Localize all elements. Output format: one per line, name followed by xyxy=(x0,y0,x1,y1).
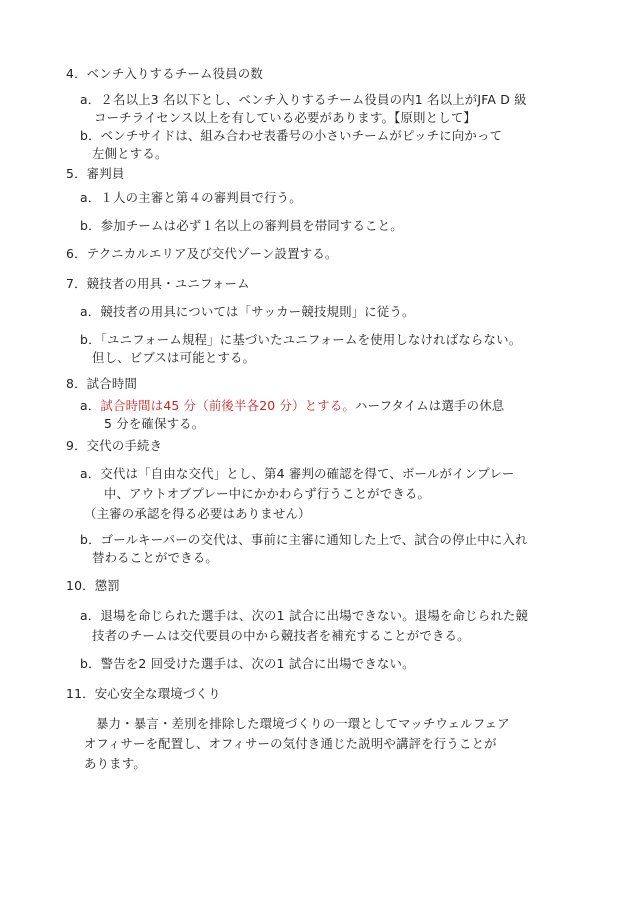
section-9-item-a-line-2: 中、アウトオブプレー中にかかわらず行うことができる。 xyxy=(104,486,431,501)
section-4-item-b-line-1: b．ベンチサイドは、組み合わせ表番号の小さいチームがピッチに向かって xyxy=(80,128,503,143)
section-4-item-a-line-2: コーチライセンス以上を有している必要があります。【原則として】 xyxy=(94,110,477,125)
section-10-heading: 10．懲罰 xyxy=(66,578,120,593)
section-7-item-b-line-1: b．「ユニフォーム規程」に基づいたユニフォームを使用しなければならない。 xyxy=(80,332,522,347)
section-11-heading: 11．安心安全な環境づくり xyxy=(66,686,221,701)
section-5-item-b: b．参加チームは必ず１名以上の審判員を帯同すること。 xyxy=(80,218,403,233)
section-7-heading: 7．競技者の用具・ユニフォーム xyxy=(66,276,250,291)
section-9-item-b-line-2: 替わることができる。 xyxy=(92,550,218,565)
section-6-heading: 6．テクニカルエリア及び交代ゾーン設置する。 xyxy=(66,246,338,261)
section-10-item-a-line-1: a．退場を命じられた選手は、次の1 試合に出場できない。退場を命じられた競 xyxy=(80,608,529,623)
section-4-item-a-line-1: a．２名以上3 名以下とし、ベンチ入りするチーム役員の内1 名以上がJFA D 級 xyxy=(80,92,527,107)
section-10-item-a-line-2: 技者のチームは交代要員の中から競技者を補充することができる。 xyxy=(92,628,470,643)
section-4-heading: 4．ベンチ入りするチーム役員の数 xyxy=(66,66,263,81)
section-11-paragraph-line-3: あります。 xyxy=(84,756,146,771)
section-9-item-b-line-1: b．ゴールキーパーの交代は、事前に主審に通知した上で、試合の停止中に入れ xyxy=(80,532,528,547)
section-9-item-a-line-1: a．交代は「自由な交代」とし、第4 審判の確認を得て、ボールがインプレー xyxy=(80,466,515,481)
section-5-heading: 5．審判員 xyxy=(66,166,125,181)
section-4-item-b-line-2: 左側とする。 xyxy=(92,146,168,161)
section-7-item-b-line-2: 但し、ビブスは可能とする。 xyxy=(92,350,256,365)
section-5-item-a: a．１人の主審と第４の審判員で行う。 xyxy=(80,190,302,205)
section-8-heading: 8．試合時間 xyxy=(66,376,138,391)
section-7-item-a: a．競技者の用具については「サッカー競技規則」に従う。 xyxy=(80,304,415,319)
section-8-item-a-line-1 xyxy=(80,398,504,414)
section-11-paragraph-line-1: 暴力・暴言・差別を排除した環境づくりの一環としてマッチウェルフェア xyxy=(96,716,510,731)
section-9-heading: 9．交代の手続き xyxy=(66,438,163,453)
section-8-item-a-rest: ハーフタイムは選手の休息 xyxy=(355,398,505,413)
section-10-item-b: b．警告を2 回受けた選手は、次の1 試合に出場できない。 xyxy=(80,656,415,671)
match-time-highlight: 試合時間は45 分（前後半各20 分）とする。 xyxy=(100,398,356,413)
section-11-paragraph-line-2: オフィサーを配置し、オフィサーの気付き通じた説明や講評を行うことが xyxy=(84,736,497,751)
section-8-item-a-marker: a． xyxy=(80,398,101,413)
section-9-item-a-line-3: （主審の承認を得る必要はありません） xyxy=(84,506,311,521)
section-8-item-a-line-2: 5 分を確保する。 xyxy=(104,416,205,431)
